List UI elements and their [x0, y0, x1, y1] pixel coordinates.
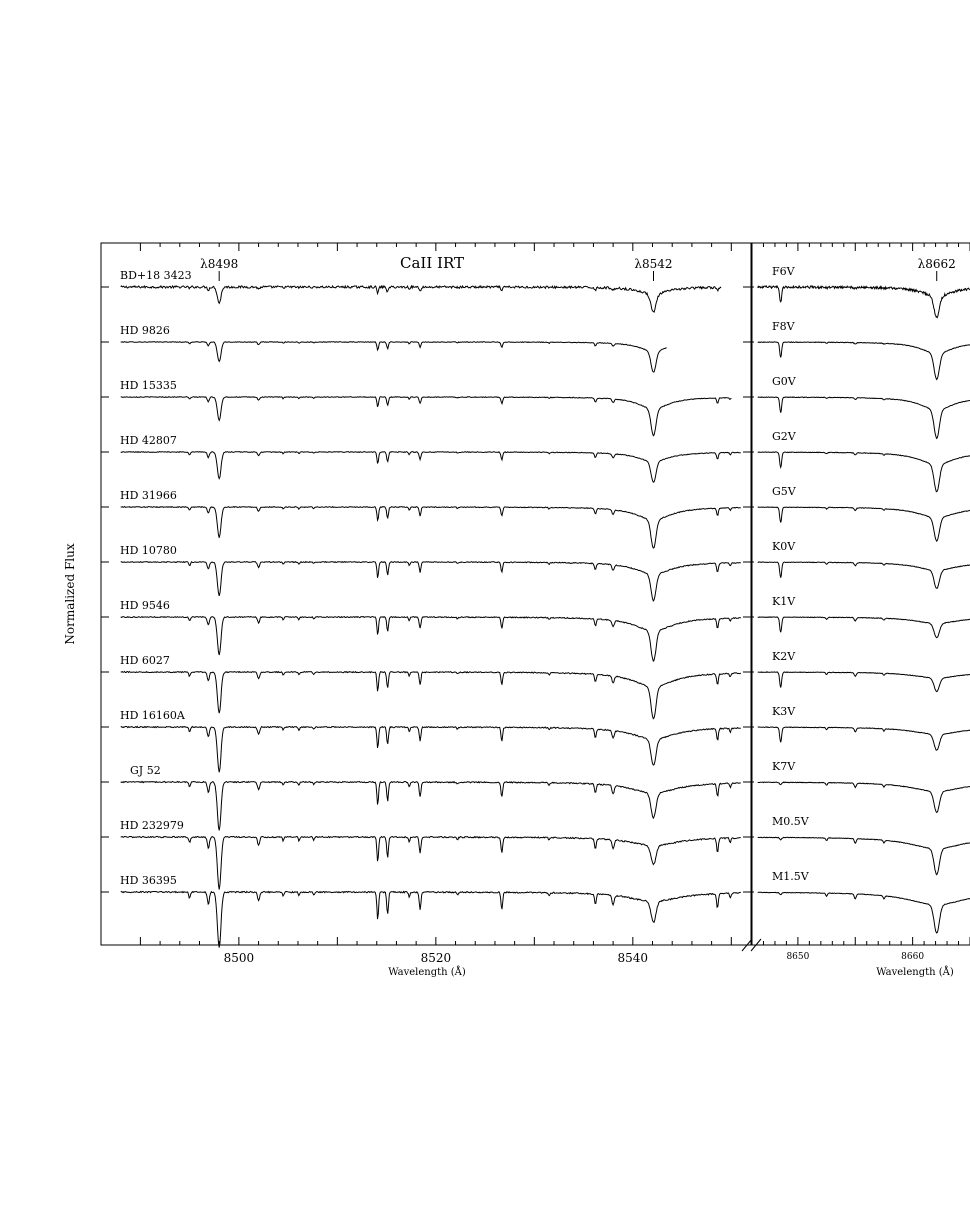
- x-axis-label-left: Wavelength (Å): [388, 967, 466, 978]
- spectrum-line-left: [121, 562, 741, 601]
- spectrum-line-left: [121, 836, 741, 889]
- x-tick-label-left: 8500: [223, 951, 255, 965]
- spectrum-line-left: [121, 342, 667, 372]
- spectrum-line-left: [121, 286, 721, 312]
- spectrum-line-right: [758, 672, 970, 692]
- spectrum-label-right: K1V: [772, 595, 796, 608]
- right-panel-frame: [752, 243, 970, 945]
- line-markers: [200, 257, 956, 281]
- x-axis-label-right: Wavelength (Å): [876, 967, 954, 978]
- spectrum-label-right: F6V: [772, 265, 795, 278]
- spectrum-line-right: [758, 727, 970, 750]
- spectrum-line-left: [121, 781, 741, 830]
- spectrum-line-right: [758, 286, 970, 318]
- spectrum-label-right: G5V: [772, 485, 796, 498]
- spectra-lines: [121, 286, 970, 948]
- x-tick-label-left: 8540: [617, 951, 649, 965]
- spectrum-line-right: [758, 782, 970, 813]
- x-tick-label-left: 8520: [420, 951, 452, 965]
- tick-labels: [224, 951, 925, 965]
- spectrum-label-right: M1.5V: [772, 870, 809, 883]
- x-tick-label-right: 8650: [786, 952, 810, 962]
- spectrum-label-left: HD 15335: [120, 379, 177, 392]
- line-marker-label: λ8662: [917, 257, 956, 271]
- y-axis-label: Normalized Flux: [63, 543, 77, 645]
- spectrum-line-right: [758, 507, 970, 541]
- spectrum-line-left: [121, 507, 741, 548]
- spectrum-label-right: K2V: [772, 650, 796, 663]
- chart-title: CaII IRT: [400, 254, 464, 272]
- spectrum-label-right: G0V: [772, 375, 796, 388]
- spectrum-label-left: HD 16160A: [120, 709, 185, 722]
- left-panel-frame: [101, 243, 751, 945]
- spectrum-line-right: [758, 342, 970, 380]
- spectrum-line-left: [121, 727, 741, 773]
- x-tick-label-right: 8660: [901, 952, 925, 962]
- spectrum-label-right: G2V: [772, 430, 796, 443]
- spectrum-line-right: [758, 617, 970, 638]
- spectrum-label-right: K0V: [772, 540, 796, 553]
- spectrum-label-right: K3V: [772, 705, 796, 718]
- spectrum-line-left: [121, 617, 741, 662]
- spectrum-label-right: K7V: [772, 760, 796, 773]
- spectrum-labels: [120, 265, 810, 887]
- spectrum-line-left: [121, 397, 732, 436]
- spectrum-line-right: [758, 892, 970, 933]
- spectrum-label-left: BD+18 3423: [120, 269, 192, 282]
- spectrum-label-left: HD 232979: [120, 819, 184, 832]
- spectrum-line-left: [121, 891, 741, 947]
- spectrum-label-left: HD 42807: [120, 434, 177, 447]
- line-marker-label: λ8542: [634, 257, 673, 271]
- spectrum-line-left: [121, 672, 741, 719]
- spectrum-label-left: HD 10780: [120, 544, 177, 557]
- spectrum-label-left: HD 9826: [120, 324, 170, 337]
- spectrum-line-right: [758, 562, 970, 588]
- spectrum-label-right: F8V: [772, 320, 795, 333]
- spectrum-label-left: GJ 52: [130, 764, 161, 777]
- spectrum-line-left: [121, 452, 741, 483]
- axis-ticks: [101, 243, 970, 945]
- spectrum-label-left: HD 36395: [120, 874, 177, 887]
- spectrum-label-left: HD 6027: [120, 654, 170, 667]
- line-marker-label: λ8498: [200, 257, 239, 271]
- spectrum-label-right: M0.5V: [772, 815, 809, 828]
- spectrum-label-left: HD 9546: [120, 599, 170, 612]
- spectrum-label-left: HD 31966: [120, 489, 177, 502]
